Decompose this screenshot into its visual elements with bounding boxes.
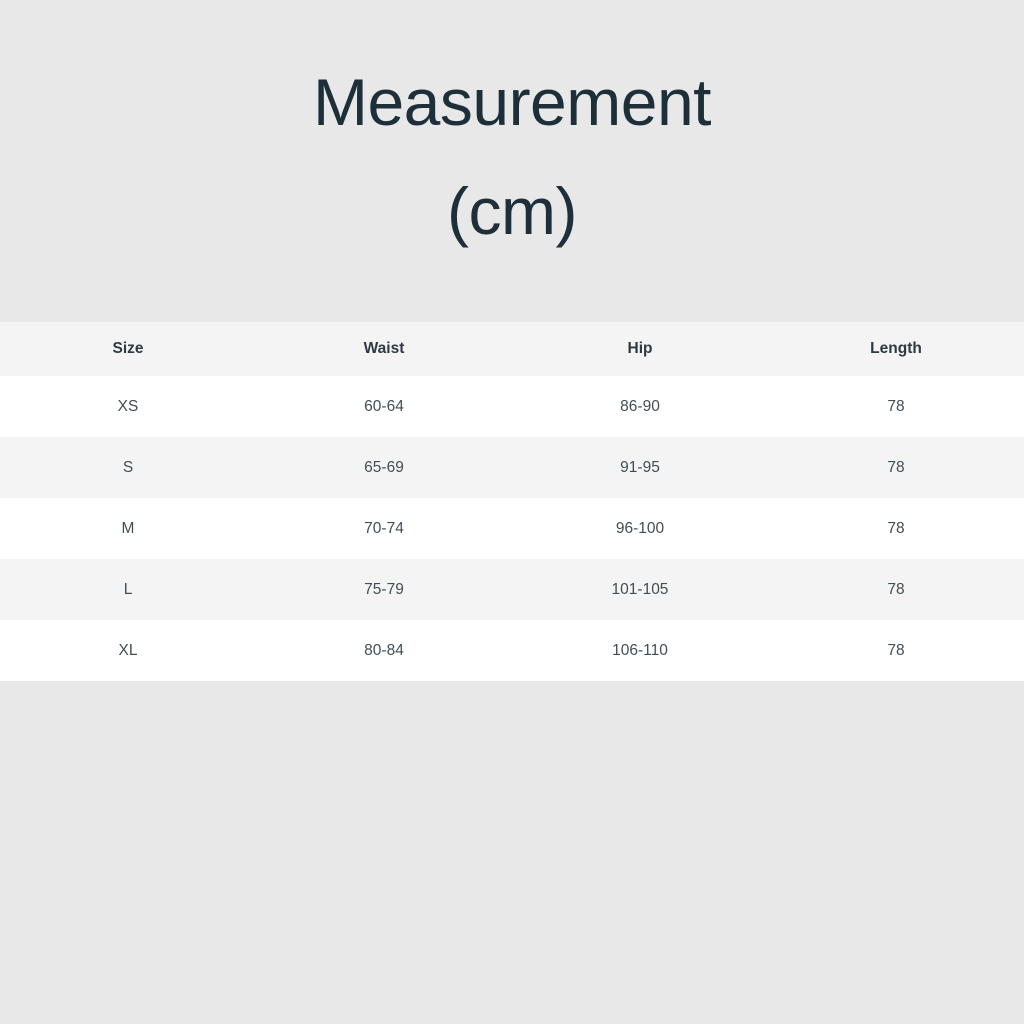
column-header-size: Size [0, 322, 256, 376]
page-title-line-1: Measurement [312, 65, 711, 139]
size-measurement-table [0, 322, 1024, 681]
cell-waist: 70-74 [256, 498, 512, 559]
table-row [0, 498, 1024, 559]
cell-waist: 75-79 [256, 559, 512, 620]
table-row [0, 559, 1024, 620]
table-row [0, 620, 1024, 681]
table-body [0, 376, 1024, 681]
page-title [0, 0, 1024, 322]
cell-length: 78 [768, 498, 1024, 559]
column-header-waist: Waist [256, 322, 512, 376]
table-row [0, 376, 1024, 437]
cell-hip: 91-95 [512, 437, 768, 498]
cell-hip: 86-90 [512, 376, 768, 437]
cell-length: 78 [768, 620, 1024, 681]
table-row [0, 437, 1024, 498]
cell-length: 78 [768, 376, 1024, 437]
cell-size: M [0, 498, 256, 559]
cell-hip: 96-100 [512, 498, 768, 559]
column-header-length: Length [768, 322, 1024, 376]
cell-waist: 65-69 [256, 437, 512, 498]
table-header [0, 322, 1024, 376]
size-table-container [0, 322, 1024, 681]
cell-waist: 60-64 [256, 376, 512, 437]
page-title-line-2: (cm) [447, 173, 577, 248]
column-header-hip: Hip [512, 322, 768, 376]
cell-length: 78 [768, 559, 1024, 620]
cell-hip: 106-110 [512, 620, 768, 681]
page-bottom-spacer [0, 681, 1024, 1024]
cell-size: XL [0, 620, 256, 681]
cell-length: 78 [768, 437, 1024, 498]
cell-hip: 101-105 [512, 559, 768, 620]
cell-size: XS [0, 376, 256, 437]
table-header-row [0, 322, 1024, 376]
cell-size: S [0, 437, 256, 498]
cell-size: L [0, 559, 256, 620]
cell-waist: 80-84 [256, 620, 512, 681]
